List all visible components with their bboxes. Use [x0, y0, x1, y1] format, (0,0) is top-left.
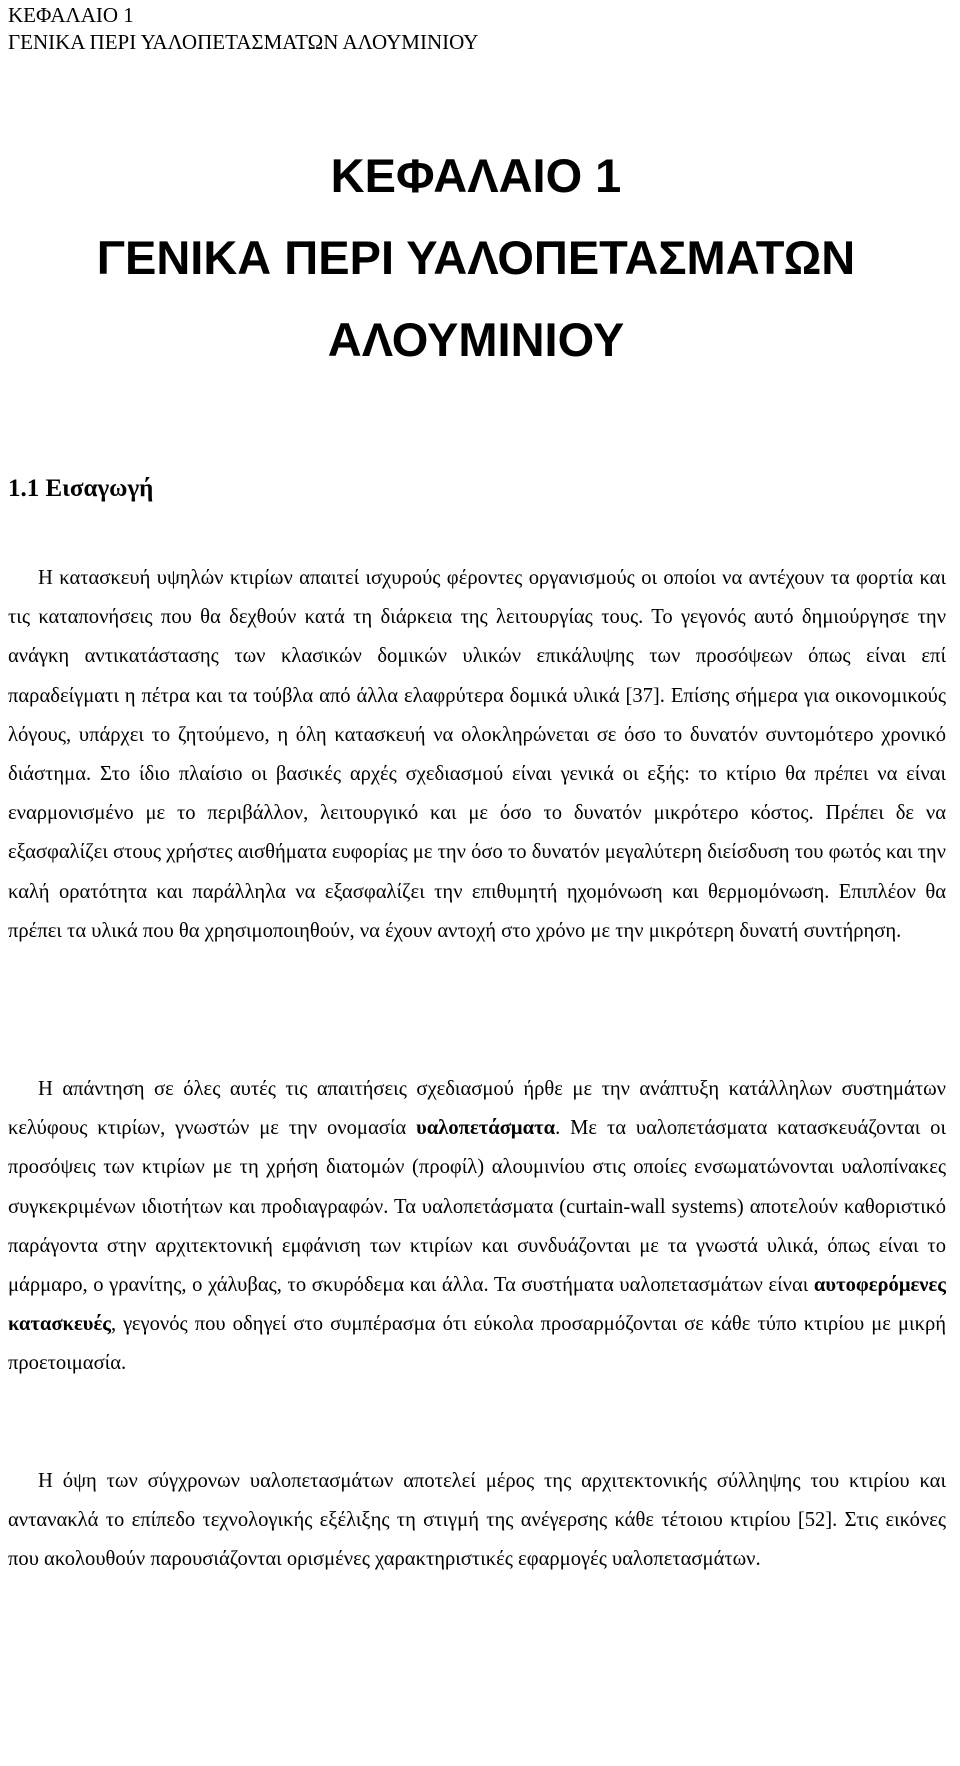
paragraph-text: , γεγονός που οδηγεί στο συμπέρασμα ότι εύκολα προσαρμόζονται σε κάθε τύπο κτιρίου με μικρή προετοιμασία. — [8, 1313, 946, 1375]
chapter-title-line-2: ΑΛΟΥΜΙΝΙΟΥ — [327, 313, 625, 366]
paragraph-facade: Η όψη των σύγχρονων υαλοπετασμάτων αποτελεί μέρος της αρχιτεκτονικής σύλληψης του κτιρίου και αντανακλά το επίπεδο τεχνολογικής εξέλιξης τη στιγμή της ανέγερσης κάθε τέτοιου κτιρίου [52]. Στις εικόνες που ακολουθούν παρουσιάζονται ορισμένες χαρακτηριστικές εφαρμογές υαλοπετασμάτων. — [8, 1470, 946, 1571]
bold-term-self-supporting: αυτοφερόμενες κατασκευές — [8, 1274, 946, 1336]
paragraph-intro: Η κατασκευή υψηλών κτιρίων απαιτεί ισχυρούς φέροντες οργανισμούς οι οποίοι να αντέχουν τα φορτία και τις καταπονήσεις που θα δεχθούν κατά τη διάρκεια της λειτουργίας τους. Το γεγονός αυτό δημιούργησε την ανάγκη αντικατάστασης των κλασικών δομικών υλικών επικάλυψης των προσόψεων όπως είναι επί παραδείγματι η πέτρα και τα τούβλα από άλλα ελαφρύτερα δομικά υλικά [37]. Επίσης σήμερα για οικονομικούς λόγους, υπάρχει το ζητούμενο, η όλη κατασκευή να ολοκληρώνεται σε όσο το δυνατόν συντομότερο χρονικό διάστημα. Στο ίδιο πλαίσιο οι βασικές αρχές σχεδιασμού είναι γενικά οι εξής: το κτίριο θα πρέπει να είναι εναρμονισμένο με το περιβάλλον, λειτουργικό και με όσο το δυνατόν μικρότερο κόστος. Πρέπει δε να εξασφαλίζει στους χρήστες αισθήματα ευφορίας με την όσο το δυνατόν μεγαλύτερη διείσδυση του φωτός και την καλή ορατότητα και παράλληλα να εξασφαλίζει την επιθυμητή ηχομόνωση και θερμομόνωση. Επιπλέον θα πρέπει τα υλικά που θα χρησιμοποιηθούν, να έχουν αντοχή στο χρόνο με την μικρότερη δυνατή συντήρηση. — [8, 567, 946, 942]
chapter-title — [0, 135, 952, 381]
running-header-chapter: ΚΕΦΑΛΑΙΟ 1 — [8, 3, 134, 27]
running-header-title: ΓΕΝΙΚΑ ΠΕΡΙ ΥΑΛΟΠΕΤΑΣΜΑΤΩΝ ΑΛΟΥΜΙΝΙΟΥ — [8, 30, 479, 54]
paragraph-curtain-walls — [8, 1070, 946, 1384]
bold-term-curtain-walls: υαλοπετάσματα — [416, 1117, 556, 1140]
paragraph-text: Η απάντηση σε όλες αυτές τις απαιτήσεις σχεδιασμού ήρθε με την ανάπτυξη κατάλληλων συστημάτων κελύφους κτιρίων, γνωστών με την ονομασία — [8, 1078, 946, 1140]
chapter-title-line-1: ΓΕΝΙΚΑ ΠΕΡΙ ΥΑΛΟΠΕΤΑΣΜΑΤΩΝ — [96, 231, 856, 284]
chapter-number: ΚΕΦΑΛΑΙΟ 1 — [330, 149, 622, 202]
paragraph-text: . Με τα υαλοπετάσματα κατασκευάζονται οι προσόψεις των κτιρίων με τη χρήση διατομών (προφίλ) αλουμινίου στις οποίες ενσωματώνονται υαλοπίνακες συγκεκριμένων ιδιοτήτων και προδιαγραφών. Τα υαλοπετάσματα (curtain-wall systems) αποτελούν καθοριστικό παράγοντα στην αρχιτεκτονική εμφάνιση των κτιρίων και συνδυάζονται με τα γνωστά υλικά, όπως είναι το μάρμαρο, ο γρανίτης, ο χάλυβας, το σκυρόδεμα και άλλα. Τα συστήματα υαλοπετασμάτων είναι — [8, 1117, 946, 1297]
section-heading: 1.1 Εισαγωγή — [8, 475, 154, 502]
running-header — [8, 2, 478, 56]
